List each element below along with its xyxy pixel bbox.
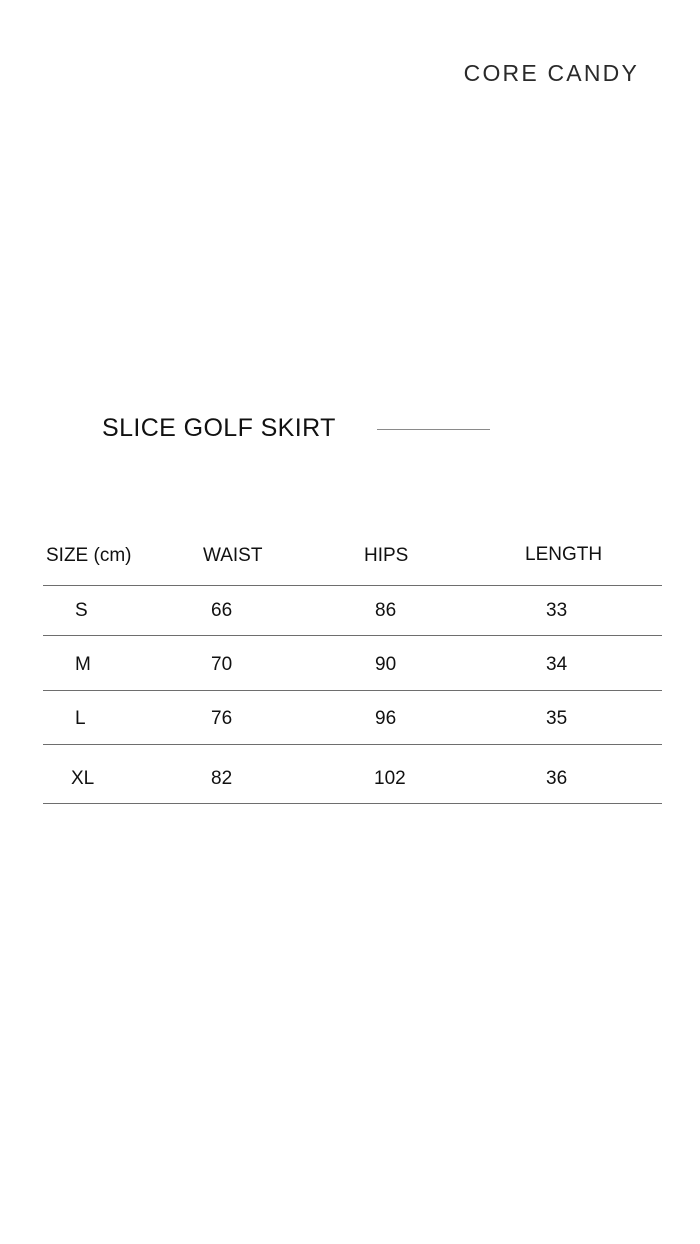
hips-cell: 96 xyxy=(375,708,397,729)
length-cell: 33 xyxy=(546,600,568,621)
product-title: SLICE GOLF SKIRT xyxy=(102,414,336,442)
waist-cell: 70 xyxy=(211,654,233,675)
header-length: LENGTH xyxy=(525,544,603,565)
size-cell: XL xyxy=(71,768,95,789)
waist-cell: 82 xyxy=(211,768,233,789)
hips-cell: 90 xyxy=(375,654,397,675)
size-cell: M xyxy=(75,654,91,675)
table-divider xyxy=(43,635,662,636)
size-cell: S xyxy=(75,600,88,621)
header-size: SIZE (cm) xyxy=(46,545,132,566)
table-divider xyxy=(43,585,662,586)
hips-cell: 86 xyxy=(375,600,397,621)
table-divider xyxy=(43,690,662,691)
hips-cell: 102 xyxy=(374,768,406,789)
length-cell: 35 xyxy=(546,708,568,729)
size-cell: L xyxy=(75,708,86,729)
title-divider xyxy=(377,429,490,430)
waist-cell: 76 xyxy=(211,708,233,729)
length-cell: 36 xyxy=(546,768,568,789)
brand-logo: CORE CANDY xyxy=(463,60,639,86)
header-hips: HIPS xyxy=(364,545,409,566)
waist-cell: 66 xyxy=(211,600,233,621)
length-cell: 34 xyxy=(546,654,568,675)
table-divider xyxy=(43,803,662,804)
header-waist: WAIST xyxy=(203,545,263,566)
table-divider xyxy=(43,744,662,745)
